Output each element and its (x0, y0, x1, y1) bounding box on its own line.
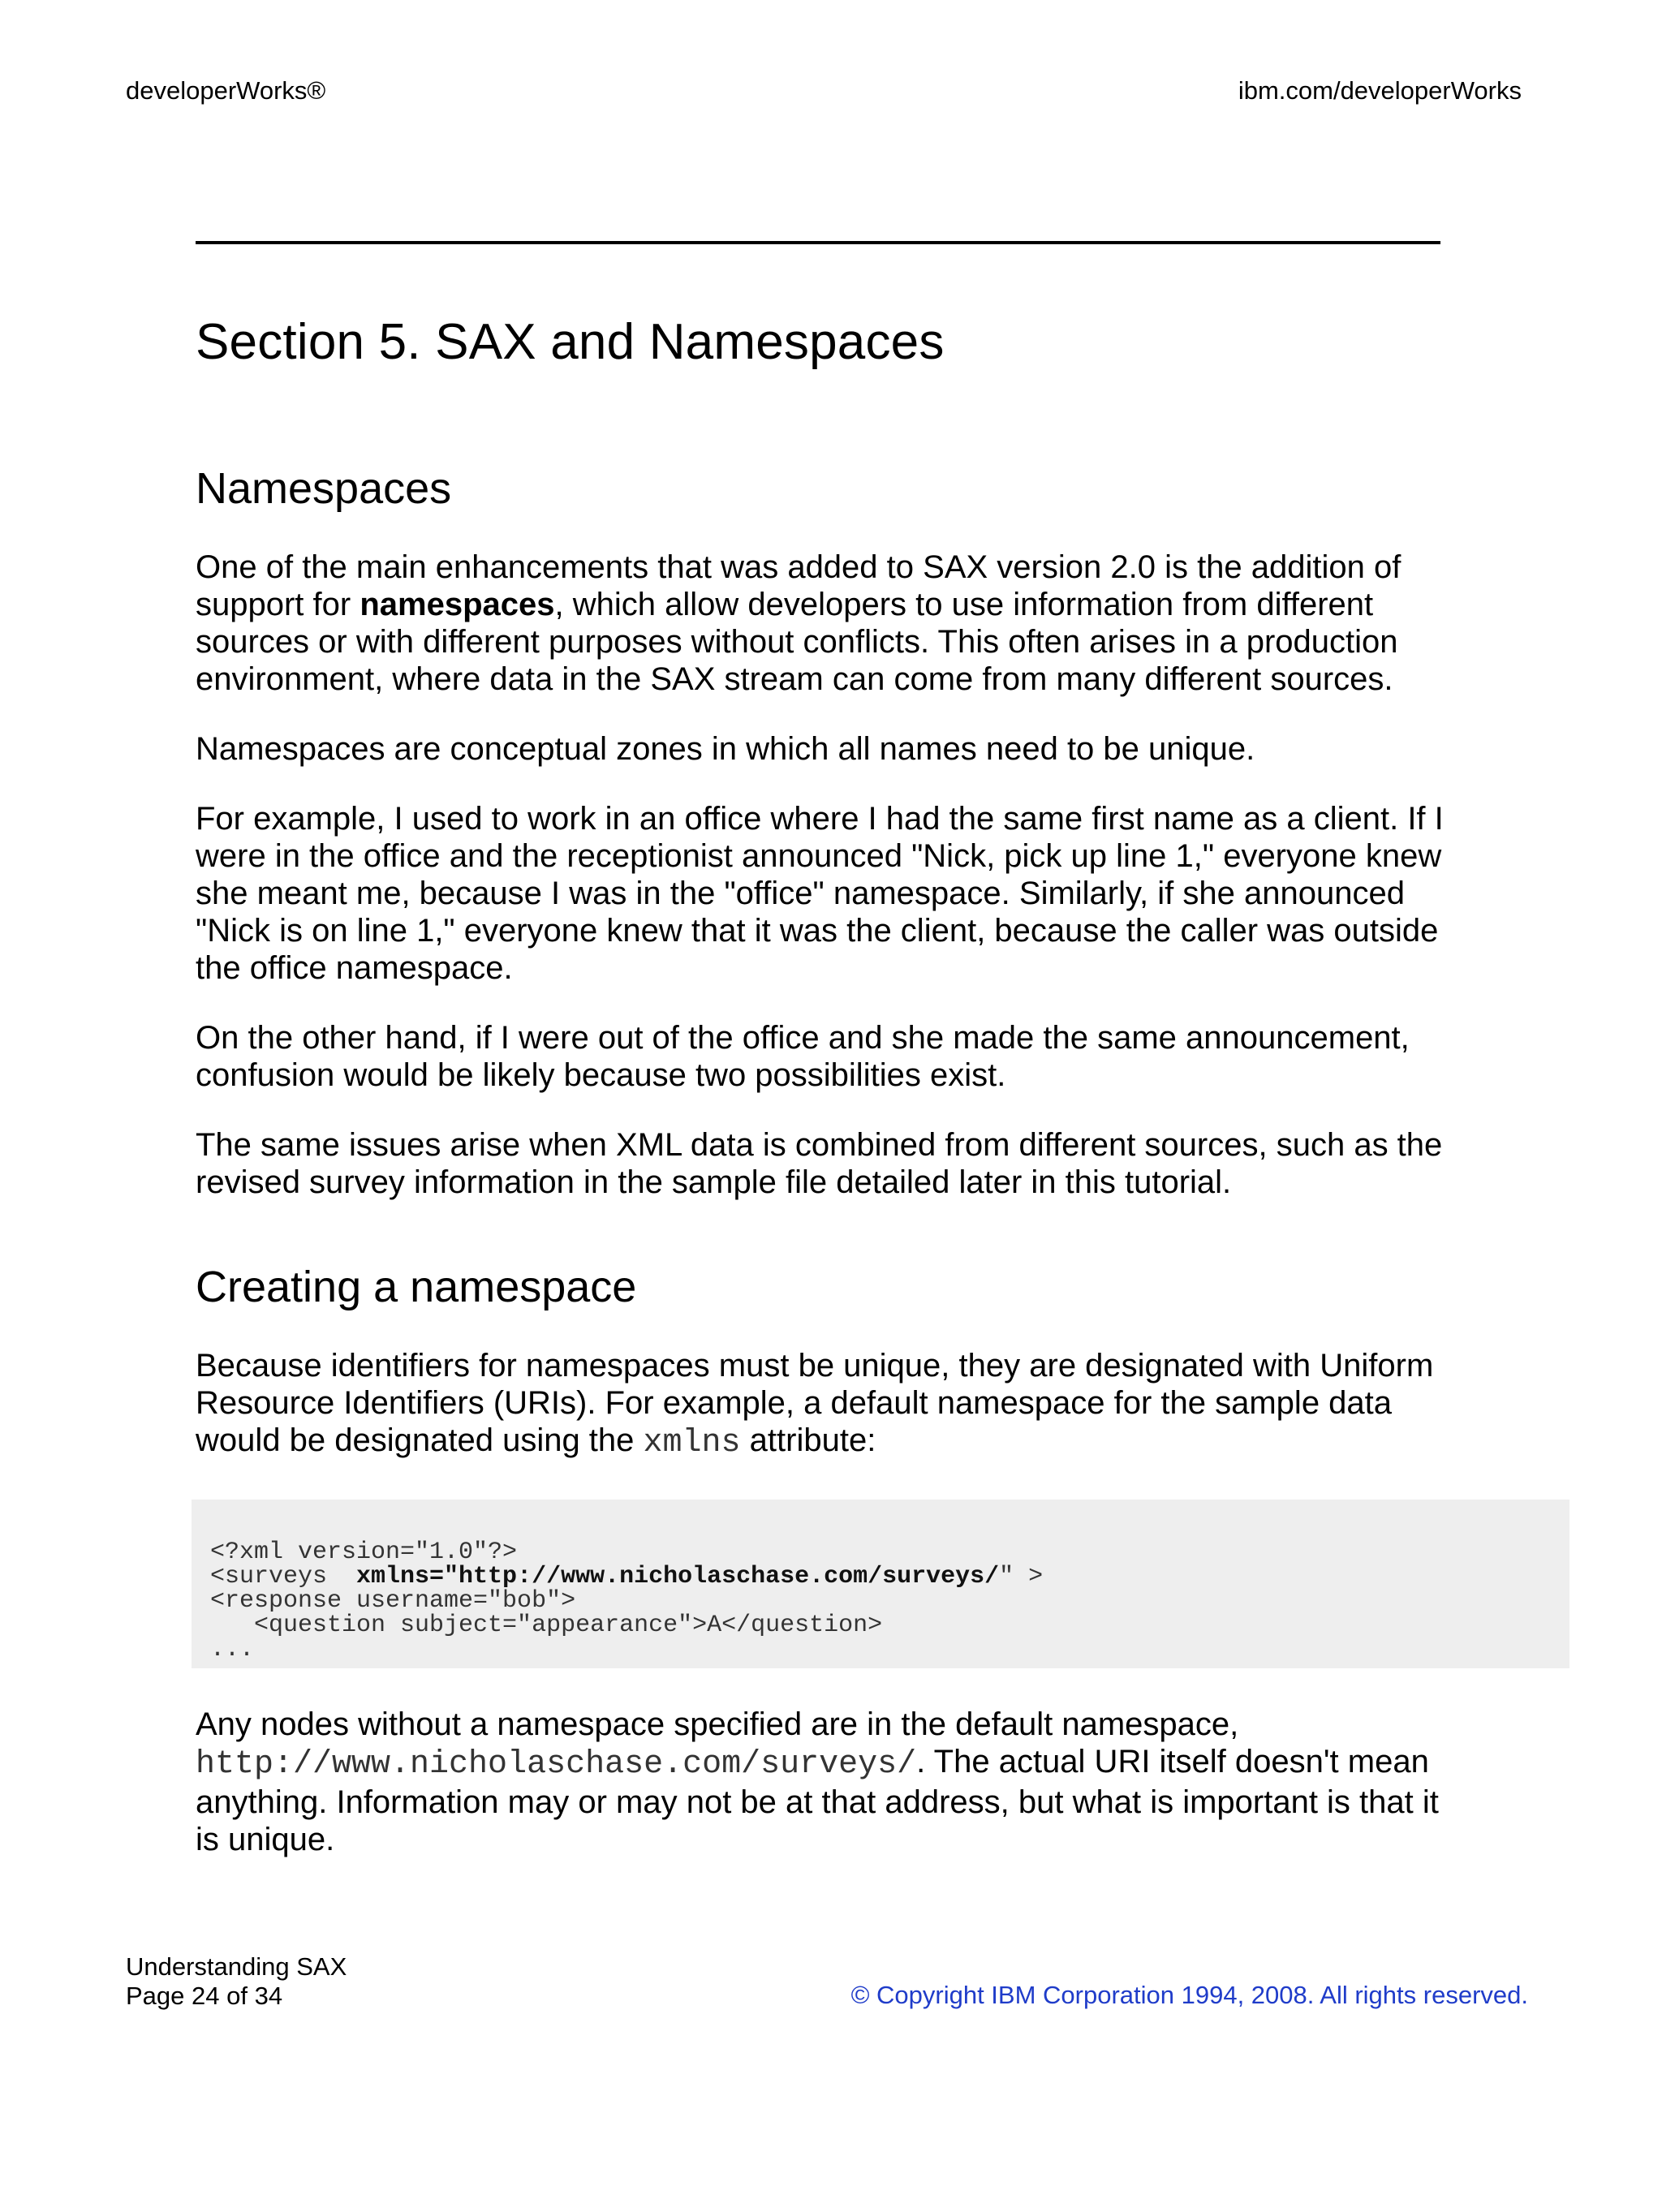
code-listing (192, 1500, 1569, 1668)
text: Because identifiers for namespaces must be unique, they are designated with Uniform Resource Identifiers (URIs). For example, a default namespace for the sample data would be designated using the (196, 1348, 1434, 1458)
footer-page-number: Page 24 of 34 (126, 1982, 283, 2010)
section-title: Section 5. SAX and Namespaces (196, 314, 945, 370)
namespaces-paragraph-1 (196, 549, 1453, 698)
code-line: ... (210, 1636, 255, 1663)
code-bold: xmlns="http://www.nicholaschase.com/surveys/ (356, 1563, 1000, 1590)
header-site-url[interactable]: ibm.com/developerWorks (1238, 76, 1522, 105)
footer-info (126, 1952, 347, 2011)
code-line: <response username="bob"> (210, 1587, 576, 1615)
inline-code-uri: http://www.nicholaschase.com/surveys/ (196, 1746, 917, 1783)
code-line: <question subject="appearance">A</question> (210, 1612, 883, 1639)
namespaces-term: namespaces (360, 587, 555, 622)
creating-paragraph-1 (196, 1347, 1453, 1462)
section-divider (196, 241, 1440, 244)
code-line: <?xml version="1.0"?> (210, 1539, 518, 1566)
code-text: " > (999, 1563, 1044, 1590)
footer-title: Understanding SAX (126, 1952, 347, 1981)
header-brand: developerWorks® (126, 76, 326, 105)
creating-namespace-heading: Creating a namespace (196, 1263, 637, 1311)
namespaces-paragraph-3: For example, I used to work in an office where I had the same first name as a client. If I were in the office and the receptionist announced "Nick, pick up line 1," everyone knew she meant me, because I was in the "office" namespace. Similarly, if she announced "Nick is on line 1," everyone knew that it was the client, because the caller was outside the office namespace. (196, 801, 1444, 986)
code-line (210, 1564, 1569, 1589)
text: , which allow developers to use information from different sources or with different purposes without conflicts. This often arises in a production environment, where data in the SAX stream can come from many different sources. (196, 587, 1398, 697)
namespaces-heading: Namespaces (196, 464, 452, 513)
code-text: <surveys (210, 1563, 357, 1590)
creating-paragraph-2 (196, 1706, 1453, 1858)
footer-copyright-link[interactable]: © Copyright IBM Corporation 1994, 2008. All rights reserved. (850, 1981, 1528, 2009)
text: Any nodes without a namespace specified are in the default namespace, (196, 1706, 1239, 1742)
namespaces-paragraph-4: On the other hand, if I were out of the office and she made the same announcement, confusion would be likely because two possibilities exist. (196, 1020, 1410, 1093)
namespaces-paragraph-2: Namespaces are conceptual zones in which all names need to be unique. (196, 731, 1255, 767)
page-content (196, 302, 1462, 1858)
namespaces-paragraph-5: The same issues arise when XML data is combined from different sources, such as the revised survey information in the sample file detailed later in this tutorial. (196, 1127, 1443, 1200)
inline-code: xmlns (643, 1425, 741, 1461)
text: One of the main enhancements that was added to SAX version 2.0 is the addition of support for (196, 549, 1402, 622)
text: attribute: (740, 1422, 876, 1458)
text: . The actual URI itself doesn't mean anything. Information may or may not be at that address, but what is important is that it is unique. (196, 1744, 1439, 1857)
